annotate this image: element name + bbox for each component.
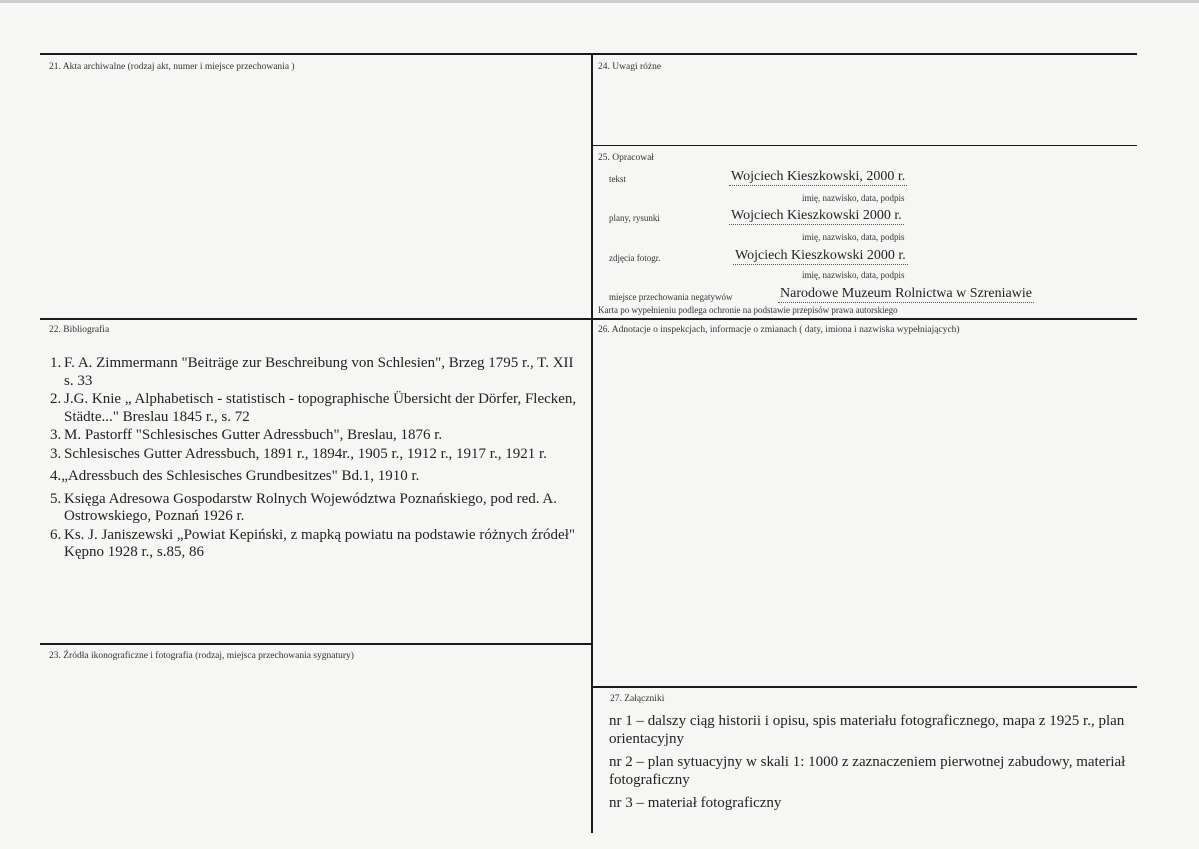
- bibliography-num: 3.: [50, 427, 62, 443]
- s24-bottom-line: [593, 145, 1137, 146]
- s25-row3-value: Wojciech Kieszkowski 2000 r.: [735, 248, 906, 263]
- center-divider-line: [591, 53, 593, 833]
- s25-row3-hint: imię, nazwisko, data, podpis: [802, 270, 905, 280]
- bibliography-num: 5.: [50, 490, 62, 507]
- top-border-line: [40, 53, 1137, 55]
- bibliography-text: „Adressbuch des Schlesisches Grundbesitzes" Bd.1, 1910 r.: [61, 468, 420, 484]
- s25-copyright-note: Karta po wypełnieniu podlega ochronie na podstawie przepisów prawa autorskiego: [598, 305, 898, 315]
- bibliography-item: [50, 491, 585, 526]
- s25-row1-value: Wojciech Kieszkowski, 2000 r.: [731, 169, 906, 184]
- bibliography-num: 3.: [50, 445, 62, 462]
- mid-right-line: [593, 318, 1137, 320]
- bibliography-item: [50, 355, 585, 390]
- attachments-list: [609, 712, 1129, 817]
- bibliography-text: Schlesisches Gutter Adressbuch, 1891 r., 1894r., 1905 r., 1912 r., 1917 r., 1921 r.: [64, 445, 547, 462]
- bibliography-num: 1.: [50, 355, 62, 371]
- s25-row2-label: plany, rysunki: [609, 213, 660, 223]
- s25-row1-label: tekst: [609, 174, 626, 184]
- s23-label: 23. Źródła ikonograficzne i fotografia (rodzaj, miejsca przechowania sygnatury): [49, 651, 354, 661]
- bibliography-text: J.G. Knie „ Alphabetisch - statistisch - topographische Übersicht der Dörfer, Flecken, Städte..." Breslau 1845 r., s. 72: [64, 391, 577, 425]
- s21-label: 21. Akta archiwalne (rodzaj akt, numer i miejsce przechowania ): [49, 62, 295, 72]
- s25-label: 25. Opracował: [598, 153, 654, 163]
- bibliography-text: F. A. Zimmermann "Beiträge zur Beschreibung von Schlesien", Brzeg 1795 r., T. XII s. 33: [64, 355, 574, 389]
- bibliography-num: 6.: [50, 526, 62, 543]
- s24-label: 24. Uwagi różne: [598, 62, 662, 72]
- attachment-item: nr 3 – materiał fotograficzny: [609, 795, 782, 811]
- s25-negatives-label: miejsce przechowania negatywów: [609, 292, 733, 302]
- s25-row3-label: zdjęcia fotogr.: [609, 253, 661, 263]
- bibliography-item: [50, 391, 585, 426]
- bibliography-text: Ks. J. Janiszewski „Powiat Kepiński, z mapką powiatu na podstawie różnych źródeł" Kępno 1928 r., s.85, 86: [64, 526, 576, 560]
- bibliography-item: [50, 446, 585, 464]
- bibliography-text: M. Pastorff "Schlesisches Gutter Adressbuch", Breslau, 1876 r.: [64, 427, 443, 443]
- page-top-edge: [0, 0, 1199, 3]
- s22-label: 22. Bibliografia: [49, 325, 110, 335]
- bibliography-item: [50, 427, 585, 445]
- bibliography-list: [50, 355, 585, 563]
- s26-bottom-line: [593, 686, 1137, 688]
- s22-bottom-line: [40, 643, 592, 645]
- attachment-item: nr 1 – dalszy ciąg historii i opisu, spis materiału fotograficznego, mapa z 1925 r., plan orientacyjny: [609, 713, 1125, 747]
- s25-negatives-value: Narodowe Muzeum Rolnictwa w Szreniawie: [780, 286, 1032, 301]
- s27-label: 27. Załączniki: [610, 694, 665, 704]
- bibliography-num: 4.: [50, 468, 62, 484]
- mid-left-line: [40, 318, 592, 320]
- bibliography-item: [50, 468, 585, 486]
- s25-row2-hint: imię, nazwisko, data, podpis: [802, 232, 905, 242]
- s25-row2-value: Wojciech Kieszkowski 2000 r.: [731, 208, 902, 223]
- bibliography-item: [50, 527, 585, 562]
- bibliography-num: 2.: [50, 391, 62, 407]
- s26-label: 26. Adnotacje o inspekcjach, informacje o zmianach ( daty, imiona i nazwiska wypełniających): [598, 325, 960, 335]
- attachment-item: nr 2 – plan sytuacyjny w skali 1: 1000 z zaznaczeniem pierwotnej zabudowy, materiał fotograficzny: [609, 754, 1126, 788]
- bibliography-text: Księga Adresowa Gospodarstw Rolnych Województwa Poznańskiego, pod red. A. Ostrowskiego, Poznań 1926 r.: [64, 490, 558, 524]
- s25-row1-hint: imię, nazwisko, data, podpis: [802, 193, 905, 203]
